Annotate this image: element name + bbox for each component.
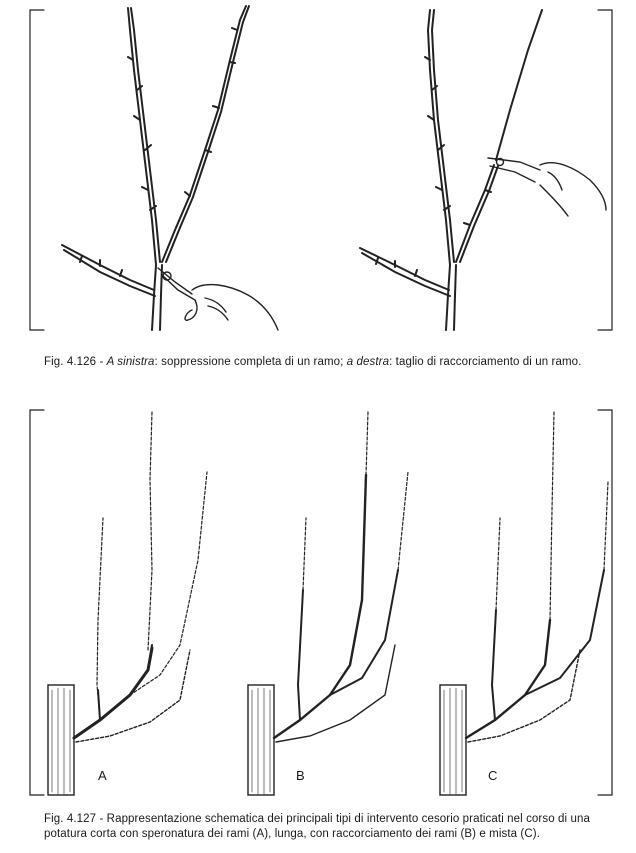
frame-bracket-right <box>598 10 612 330</box>
frame-bracket-left <box>30 410 44 795</box>
panel-b-drawing <box>248 412 408 795</box>
hand-with-shears-right <box>488 158 606 216</box>
pruning-types-schematic <box>0 400 636 800</box>
pruning-cut-drawings <box>0 0 636 340</box>
panel-label-b: B <box>296 768 305 783</box>
caption-number: Fig. 4.126 - <box>44 356 107 368</box>
right-tree-branch <box>360 10 542 330</box>
caption-right-label: a destra <box>346 356 390 368</box>
panel-label-c: C <box>488 768 498 783</box>
figure-4-127-caption: Fig. 4.127 - Rappresentazione schematica dei principali tipi di intervento cesorio praticati nel corso di una potatura corta con speronatura dei rami (A), lunga, con raccorciamento dei rami (B) e mista (C). <box>44 813 590 840</box>
frame-bracket-left <box>30 10 44 330</box>
caption-left-text: : soppressione completa di un ramo; <box>154 356 347 368</box>
panel-a-drawing <box>48 412 207 795</box>
caption-left-label: A sinistra <box>106 356 155 368</box>
caption-right-text: : taglio di raccorciamento di un ramo. <box>389 356 582 368</box>
figure-4-126-caption <box>44 355 624 370</box>
figure-4-126-illustration <box>0 0 636 340</box>
figure-4-127-illustration <box>0 400 636 800</box>
hand-with-shears-left <box>158 268 278 330</box>
panel-label-a: A <box>98 768 107 783</box>
left-tree-branch <box>62 6 249 330</box>
frame-bracket-right <box>598 410 612 795</box>
panel-c-drawing <box>440 412 608 795</box>
